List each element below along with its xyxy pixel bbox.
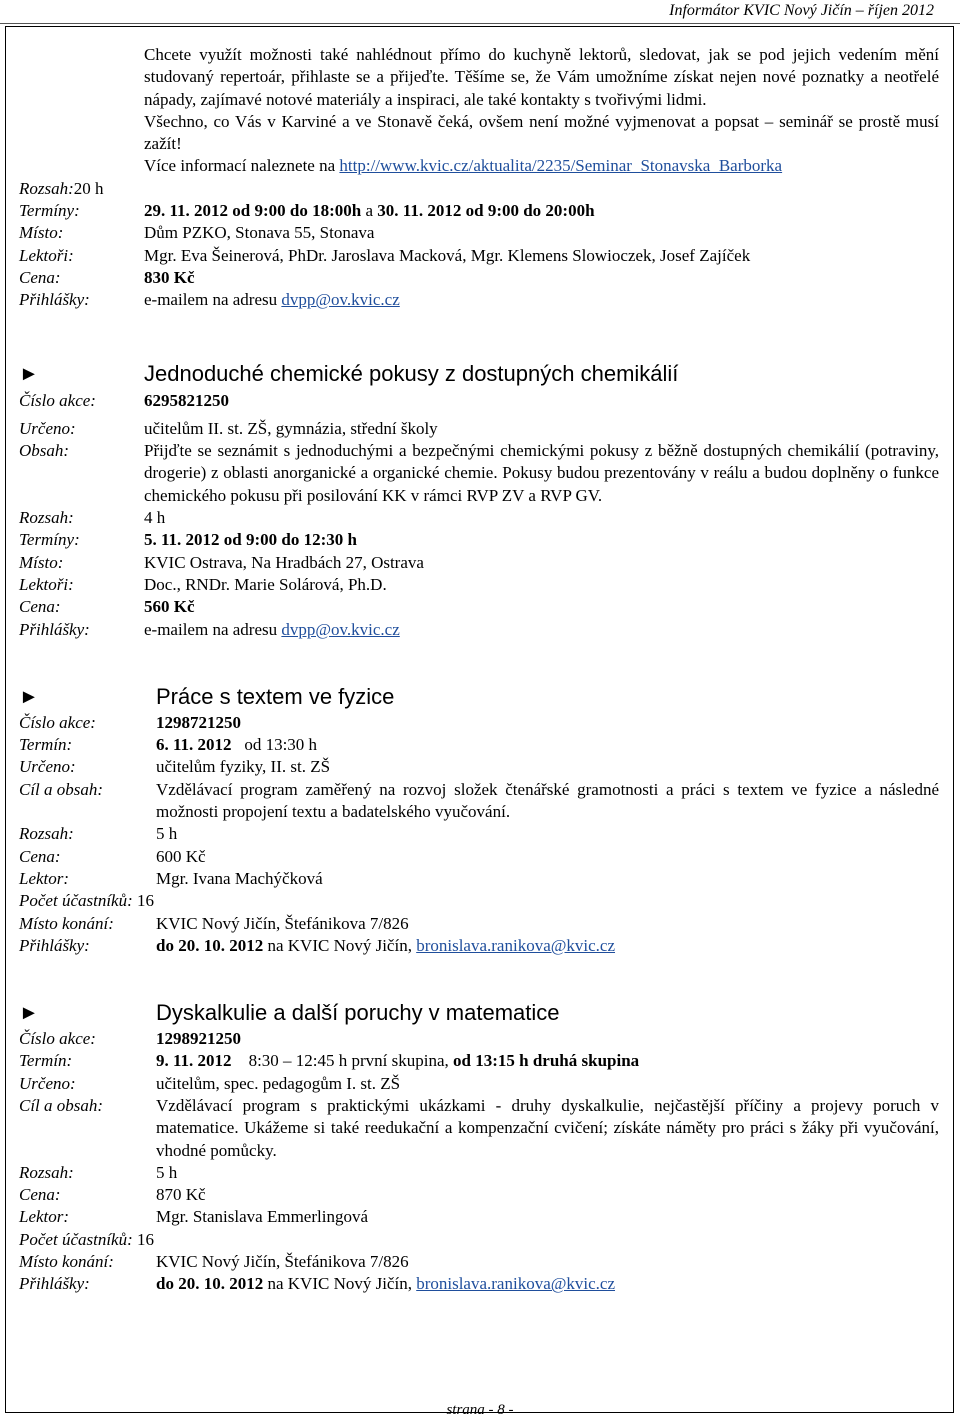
termin-value — [156, 734, 939, 756]
prihlasky-deadline: do 20. 10. 2012 — [156, 935, 264, 955]
course-pocet — [19, 890, 939, 912]
cena-value: 600 Kč — [156, 846, 206, 866]
pocet-value: 16 — [137, 1229, 155, 1249]
course-lektor — [19, 1206, 939, 1228]
seminar-misto — [19, 222, 939, 244]
lektor-label: Lektor: — [19, 868, 70, 888]
header-divider — [0, 23, 960, 24]
cena-value: 870 Kč — [156, 1185, 206, 1205]
rozsah-value: 4 h — [144, 508, 166, 528]
termin-first-group: 8:30 – 12:45 h první skupina, — [231, 1051, 454, 1071]
pocet-label: Počet účastníků: — [19, 891, 133, 911]
terminy-second: 30. 11. 2012 od 9:00 do 20:00h — [377, 201, 595, 221]
terminy-and: a — [361, 201, 378, 221]
prihlasky-value — [144, 289, 939, 311]
terminy-label: Termíny: — [19, 201, 80, 221]
termin-time: od 13:30 h — [231, 735, 318, 755]
termin-date: 6. 11. 2012 — [156, 735, 232, 755]
course-title-text: Práce s textem ve fyzice — [156, 683, 395, 709]
page-header: Informátor KVIC Nový Jičín – říjen 2012 — [669, 2, 934, 19]
course-rozsah — [19, 507, 939, 529]
prihlasky-label: Přihlášky: — [19, 290, 90, 310]
rozsah-value: 20 h — [73, 178, 104, 198]
rozsah-label: Rozsah: — [19, 824, 74, 844]
rozsah-label: Rozsah: — [19, 1162, 74, 1182]
termin-label: Termín: — [19, 735, 73, 755]
seminar-terminy — [19, 200, 939, 222]
course-cil — [19, 1095, 939, 1162]
course-title-text: Dyskalkulie a další poruchy v matematice — [156, 999, 560, 1025]
course-chemie — [19, 360, 939, 641]
intro-more-info — [144, 155, 939, 177]
prihlasky-prefix: e-mailem na adresu — [144, 619, 282, 639]
cislo-value: 1298721250 — [156, 712, 241, 732]
course-misto — [19, 552, 939, 574]
course-dyskalkulie — [19, 998, 939, 1296]
cislo-label: Číslo akce: — [19, 1029, 96, 1049]
termin-date: 9. 11. 2012 — [156, 1051, 232, 1071]
rozsah-label: Rozsah: — [19, 178, 74, 198]
prihlasky-prefix: e-mailem na adresu — [144, 290, 282, 310]
course-lektor — [19, 868, 939, 890]
arrow-icon: ► — [19, 363, 39, 386]
terminy-value — [144, 200, 939, 222]
cislo-value: 1298921250 — [156, 1029, 241, 1049]
course-cislo — [19, 390, 939, 412]
course-cislo — [19, 712, 939, 734]
prihlasky-label: Přihlášky: — [19, 935, 90, 955]
email-link[interactable]: bronislava.ranikova@kvic.cz — [416, 935, 616, 955]
misto-label: Místo konání: — [19, 913, 114, 933]
course-prihlasky — [19, 935, 939, 957]
course-title — [19, 682, 939, 712]
urceno-value: učitelům fyziky, II. st. ZŠ — [156, 757, 331, 777]
course-terminy — [19, 529, 939, 551]
prihlasky-value — [156, 935, 939, 957]
course-prihlasky — [19, 619, 939, 641]
termin-value — [156, 1050, 939, 1072]
seminar-lektori — [19, 245, 939, 267]
prihlasky-label: Přihlášky: — [19, 1274, 90, 1294]
lektor-value: Mgr. Stanislava Emmerlingová — [156, 1207, 368, 1227]
misto-label: Místo: — [19, 552, 64, 572]
cena-value: 560 Kč — [144, 597, 195, 617]
obsah-label: Obsah: — [19, 441, 70, 461]
obsah-value: Přijďte se seznámit s jednoduchými a bezpečnými chemickými pokusy z běžně dostupných chemikálií (potraviny, drogerie) z oblasti anorganické a organické chemie. Pokusy budou prezentovány v reálu a budou doplněny o funkce chemického pokusu při posilování KK v rámci RVP ZV a RVP GV. — [144, 441, 939, 505]
lektori-value: Doc., RNDr. Marie Solárová, Ph.D. — [144, 574, 387, 594]
misto-value: KVIC Nový Jičín, Štefánikova 7/826 — [156, 913, 409, 933]
lektori-value: Mgr. Eva Šeinerová, PhDr. Jaroslava Macková, Mgr. Klemens Slowioczek, Josef Zajíček — [144, 245, 751, 265]
course-pocet — [19, 1229, 939, 1251]
cil-value: Vzdělávací program zaměřený na rozvoj složek čtenářské gramotnosti a práci s textem ve fyzice a následné možnosti propojení textu a badatelského vyučování. — [156, 779, 939, 822]
urceno-value: učitelům, spec. pedagogům I. st. ZŠ — [156, 1073, 401, 1093]
misto-value: KVIC Nový Jičín, Štefánikova 7/826 — [156, 1252, 409, 1272]
prihlasky-place: na KVIC Nový Jičín, — [263, 1274, 417, 1294]
arrow-icon: ► — [19, 685, 39, 708]
prihlasky-label: Přihlášky: — [19, 619, 90, 639]
course-termin — [19, 1050, 939, 1072]
termin-label: Termín: — [19, 1051, 73, 1071]
misto-value: KVIC Ostrava, Na Hradbách 27, Ostrava — [144, 552, 424, 572]
lektor-value: Mgr. Ivana Machýčková — [156, 868, 323, 888]
misto-value: Dům PZKO, Stonava 55, Stonava — [144, 223, 375, 243]
cil-value: Vzdělávací program s praktickými ukázkami - druhy dyskalkulie, nejčastější příčiny a projevy poruch v matematice. Ukážeme si také reedukační a kompenzační cvičení; získáte náměty pro práci s žáky při vyučování, vhodné pomůcky. — [156, 1095, 939, 1160]
document-body — [19, 44, 939, 1296]
arrow-icon: ► — [19, 1001, 39, 1024]
course-cislo — [19, 1028, 939, 1050]
intro-paragraph-2: Všechno, co Vás v Karviné a ve Stonavě čeká, ovšem není možné vyjmenovat a popsat – seminář se prostě musí zažít! — [144, 111, 939, 154]
course-title — [19, 998, 939, 1028]
course-cena — [19, 1184, 939, 1206]
terminy-label: Termíny: — [19, 530, 80, 550]
course-title-text: Jednoduché chemické pokusy z dostupných chemikálií — [144, 361, 679, 387]
rozsah-label: Rozsah: — [19, 508, 74, 528]
misto-label: Místo: — [19, 223, 64, 243]
cislo-label: Číslo akce: — [19, 712, 96, 732]
cena-label: Cena: — [19, 597, 61, 617]
rozsah-value: 5 h — [156, 1162, 178, 1182]
email-link[interactable]: dvpp@ov.kvic.cz — [281, 619, 400, 639]
cislo-label: Číslo akce: — [19, 390, 96, 410]
course-title — [19, 360, 939, 390]
pocet-label: Počet účastníků: — [19, 1229, 133, 1249]
pocet-value: 16 — [137, 891, 155, 911]
cil-label: Cíl a obsah: — [19, 1095, 104, 1115]
course-misto — [19, 913, 939, 935]
course-prihlasky — [19, 1273, 939, 1295]
urceno-value: učitelům II. st. ZŠ, gymnázia, střední školy — [144, 418, 438, 438]
lektori-label: Lektoři: — [19, 574, 74, 594]
prihlasky-value — [144, 619, 939, 641]
spacer — [19, 641, 939, 682]
termin-second-group: od 13:15 h druhá skupina — [453, 1051, 640, 1071]
prihlasky-place: na KVIC Nový Jičín, — [263, 935, 417, 955]
cena-label: Cena: — [19, 846, 61, 866]
seminar-prihlasky — [19, 289, 939, 311]
email-link[interactable]: bronislava.ranikova@kvic.cz — [416, 1274, 616, 1294]
misto-label: Místo konání: — [19, 1252, 114, 1272]
rozsah-value: 5 h — [156, 824, 178, 844]
course-termin — [19, 734, 939, 756]
seminar-link[interactable]: http://www.kvic.cz/aktualita/2235/Seminar_Stonavska_Barborka — [339, 156, 783, 176]
lektori-label: Lektoři: — [19, 245, 74, 265]
intro-text — [144, 44, 939, 178]
course-lektori — [19, 574, 939, 596]
course-cil — [19, 779, 939, 824]
course-misto — [19, 1251, 939, 1273]
cena-label: Cena: — [19, 267, 61, 287]
email-link[interactable]: dvpp@ov.kvic.cz — [281, 290, 400, 310]
course-obsah — [19, 440, 939, 507]
intro-paragraph-1: Chcete využít možnosti také nahlédnout přímo do kuchyně lektorů, sledovat, jak se pod jejich vedením mění studovaný repertoár, přihlaste se a přijeďte. Těšíme se, že Vám umožníme získat nejen nové poznatky a neotřelé nápady, zajímavé notové materiály a inspiraci, ale také kontakty s tvořivými lidmi. — [144, 45, 939, 109]
course-urceno — [19, 1073, 939, 1095]
course-urceno — [19, 418, 939, 440]
prihlasky-deadline: do 20. 10. 2012 — [156, 1274, 264, 1294]
course-urceno — [19, 756, 939, 778]
terminy-first: 29. 11. 2012 od 9:00 do 18:00h — [144, 201, 362, 221]
page-footer: strana - 8 - — [446, 1402, 514, 1418]
cislo-value: 6295821250 — [144, 390, 229, 410]
course-cena — [19, 596, 939, 618]
lektor-label: Lektor: — [19, 1207, 70, 1227]
course-rozsah — [19, 1162, 939, 1184]
seminar-cena — [19, 267, 939, 289]
seminar-details — [19, 178, 939, 312]
spacer — [19, 957, 939, 998]
seminar-rozsah — [19, 178, 939, 200]
course-fyzika — [19, 682, 939, 957]
cil-label: Cíl a obsah: — [19, 779, 104, 799]
more-info-prefix: Více informací naleznete na — [144, 156, 340, 176]
terminy-value: 5. 11. 2012 od 9:00 do 12:30 h — [144, 530, 357, 550]
urceno-label: Určeno: — [19, 1073, 76, 1093]
course-rozsah — [19, 823, 939, 845]
prihlasky-value — [156, 1273, 939, 1295]
urceno-label: Určeno: — [19, 757, 76, 777]
urceno-label: Určeno: — [19, 418, 76, 438]
spacer — [19, 312, 939, 360]
cena-value: 830 Kč — [144, 267, 195, 287]
course-cena — [19, 846, 939, 868]
cena-label: Cena: — [19, 1185, 61, 1205]
